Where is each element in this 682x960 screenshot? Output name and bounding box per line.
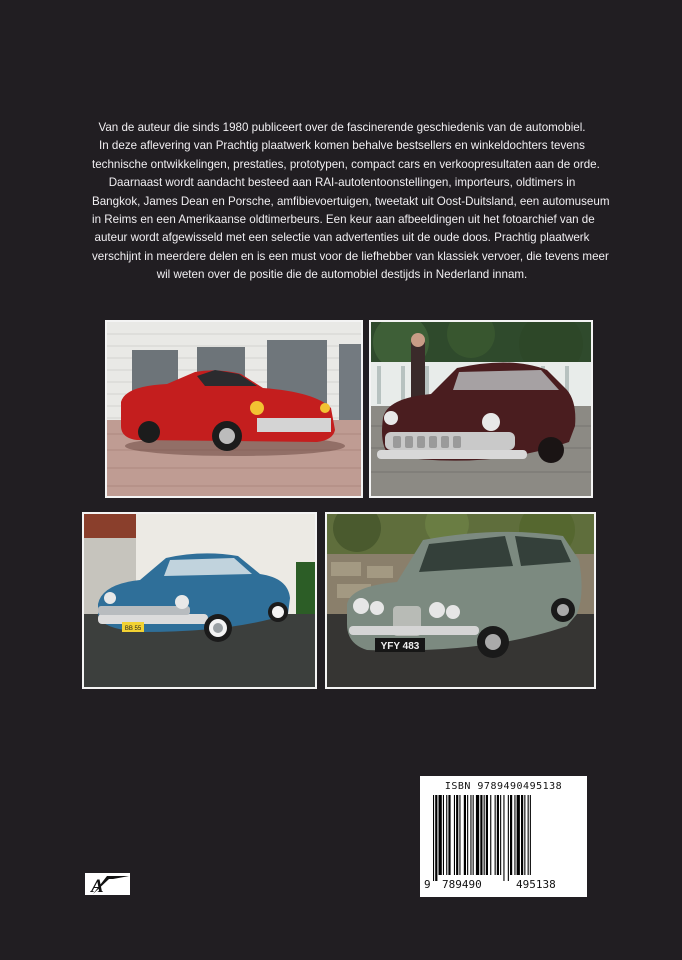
barcode-bar <box>454 795 455 875</box>
barcode-bar <box>530 795 531 875</box>
barcode-bar <box>435 795 437 881</box>
barcode-bar <box>484 795 485 875</box>
barcode-bar <box>495 795 496 875</box>
barcode-bar <box>486 795 488 875</box>
publisher-logo <box>85 873 130 895</box>
blurb-line: auteur wordt afgewisseld met een selectie van advertenties uit de oude doos. Prachtig plaatwerk <box>94 231 590 245</box>
isbn-label: ISBN 9789490495138 <box>444 781 563 792</box>
barcode-bar <box>524 795 525 875</box>
barcode-bar <box>467 795 468 875</box>
isbn-digits-left: 789490 <box>442 878 482 891</box>
barcode-bar <box>497 795 499 875</box>
logo-letter: A <box>91 876 104 895</box>
blue-sedan-plate: BB 55 <box>124 626 142 632</box>
blurb-line: in Reims en een Amerikaanse oldtimerbeurs. Een keur aan afbeeldingen uit het fotoarchief van de <box>92 213 595 227</box>
barcode-bars <box>433 795 579 881</box>
blurb-line: Daarnaast wordt aandacht besteed aan RAI-autotentoonstellingen, importeurs, oldtimers in <box>108 176 576 190</box>
barcode-bar <box>480 795 482 875</box>
barcode-bar <box>446 795 447 875</box>
barcode-bar <box>470 795 471 875</box>
blurb-line: Van de auteur die sinds 1980 publiceert over de fascinerende geschiedenis van de automobiel. <box>98 121 586 134</box>
blurb-line: verschijnt in meerdere delen en is een must voor de liefhebber van klassiek vervoer, die tevens meer <box>92 249 609 263</box>
blurb-line: wil weten over de positie die de automobiel destijds in Nederland innam. <box>156 268 528 282</box>
isbn-digit-first: 9 <box>424 878 431 891</box>
back-cover-blurb <box>92 119 610 285</box>
barcode-bar <box>503 795 504 881</box>
barcode-bar <box>517 795 520 875</box>
barcode-bar <box>514 795 515 875</box>
barcode-bar <box>459 795 460 875</box>
barcode-bar <box>464 795 466 875</box>
blurb-line: Bangkok, James Dean en Porsche, amfibievoertuigen, tweetakt uit Oost-Duitsland, een automuseum <box>92 194 610 208</box>
barcode-bar <box>456 795 458 875</box>
barcode-bar <box>508 795 509 881</box>
barcode-bar <box>439 795 442 875</box>
grey-sedan-plate: YFY 483 <box>380 641 420 652</box>
barcode-bar <box>490 795 491 875</box>
photo-red-coupe <box>105 320 363 498</box>
barcode-bar <box>443 795 444 875</box>
barcode-bar <box>476 795 479 875</box>
blurb-line: In deze aflevering van Prachtig plaatwerk komen behalve bestsellers en winkeldochters tevens <box>99 139 585 153</box>
barcode-bar <box>448 795 450 875</box>
isbn-barcode <box>420 776 587 897</box>
barcode-bar <box>473 795 474 875</box>
barcode-bar <box>500 795 501 875</box>
photo-grey-sedan <box>325 512 596 689</box>
blurb-line: technische ontwikkelingen, prestaties, prototypen, compact cars en verkoopresultaten aan de orde. <box>92 157 600 171</box>
photo-maroon-sedan <box>369 320 593 498</box>
barcode-bar <box>433 795 434 881</box>
barcode-bar <box>528 795 529 875</box>
barcode-bar <box>521 795 523 875</box>
photo-blue-sedan <box>82 512 317 689</box>
barcode-bar <box>510 795 512 875</box>
isbn-digits-right: 495138 <box>516 878 556 891</box>
